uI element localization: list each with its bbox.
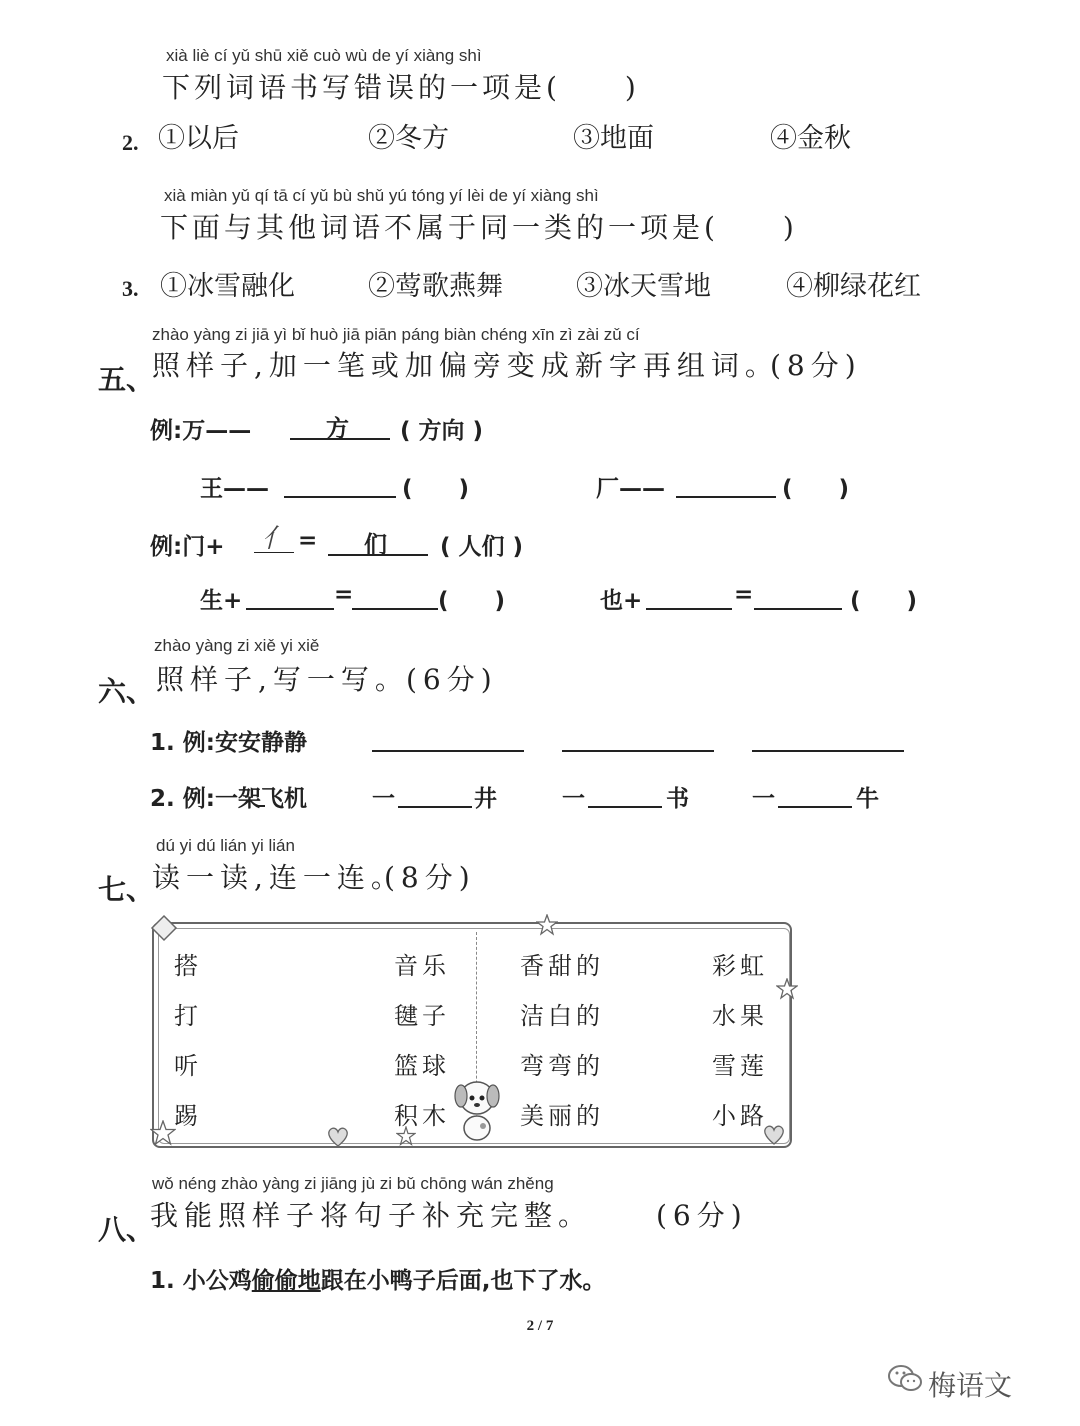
sec8-item1 — [150, 1262, 606, 1295]
match-col3-item[interactable]: 香甜的 — [520, 952, 604, 980]
sec6-score: (6分) — [406, 663, 498, 696]
sec7-number: 七、 — [98, 875, 155, 906]
sec6-item2-noun-2: 书 — [666, 786, 689, 812]
sec6-pinyin: zhào yàng zi xiě yi xiě — [154, 636, 320, 655]
sec5-example2-answer: 们 — [364, 532, 387, 558]
sec5-row2-char-b: 也+ — [600, 588, 643, 614]
q2-option-4[interactable]: ④金秋 — [770, 123, 851, 154]
sec8-title: 我能照样子将句子补充完整。 — [150, 1199, 593, 1232]
star-icon — [150, 1120, 176, 1146]
q2-option-1[interactable]: ①以后 — [158, 123, 239, 154]
sec5-number: 五、 — [98, 365, 155, 396]
sec5-row2-eq-a: = — [334, 582, 354, 608]
q2-option-2[interactable]: ②冬方 — [368, 123, 449, 154]
sec7-title: 读一读,连一连。 — [152, 861, 405, 894]
sec5-example2-part: 亻 — [262, 524, 289, 554]
sec6-item1-blank-2[interactable] — [562, 750, 714, 752]
q2-option-3[interactable]: ③地面 — [573, 123, 654, 154]
match-col2-item[interactable]: 毽子 — [394, 1002, 450, 1030]
match-col1-item[interactable]: 搭 — [174, 952, 202, 980]
sec6-item1-blank-1[interactable] — [372, 750, 524, 752]
match-col1-item[interactable]: 打 — [174, 1002, 202, 1030]
q2-number: 2. — [122, 130, 139, 155]
q3-number: 3. — [122, 276, 139, 301]
sec7-score: (8分) — [384, 861, 476, 894]
match-col4-item[interactable]: 小路 — [712, 1102, 768, 1130]
heart-icon — [326, 1126, 350, 1148]
q3-option-4[interactable]: ④柳绿花红 — [786, 271, 921, 302]
sec5-example1-answer: 方 — [326, 416, 349, 442]
sec8-item1-prefix: 1. 小公鸡 — [150, 1268, 252, 1294]
sec6-item2-example-underline — [259, 805, 265, 807]
sec6-item2-yi-3: 一 — [752, 786, 775, 812]
wechat-icon — [886, 1362, 924, 1396]
sec7-pinyin: dú yi dú lián yi lián — [156, 836, 295, 855]
sec5-row2-blank-b1[interactable] — [646, 608, 732, 610]
sec5-row2-blank-b2[interactable] — [754, 608, 842, 610]
sec6-item2-yi-2: 一 — [562, 786, 585, 812]
q2-pinyin: xià liè cí yǔ shū xiě cuò wù de yí xiàng shì — [166, 46, 482, 65]
match-col4-item[interactable]: 彩虹 — [712, 952, 768, 980]
match-col4-item[interactable]: 雪莲 — [712, 1052, 768, 1080]
sec6-item2-blank-1[interactable] — [398, 806, 472, 808]
watermark: 梅语文 — [928, 1369, 1013, 1402]
match-col2-item[interactable]: 篮球 — [394, 1052, 450, 1080]
sec5-row1-paren-b[interactable]: ( ) — [782, 476, 850, 502]
sec5-example2-eq: = — [298, 528, 318, 554]
sec6-item2-blank-2[interactable] — [588, 806, 662, 808]
q2-question-text: 下列词语书写错误的一项是( ) — [162, 71, 640, 104]
match-col3-item[interactable]: 洁白的 — [520, 1002, 604, 1030]
match-col2-item[interactable]: 音乐 — [394, 952, 450, 980]
sec5-example1-label: 例:万—— — [150, 418, 252, 444]
puppy-icon — [452, 1074, 502, 1144]
q3-question-text: 下面与其他词语不属于同一类的一项是( ) — [160, 211, 798, 244]
sec5-row1-blank-a[interactable] — [284, 496, 396, 498]
sec5-row1-paren-a[interactable]: ( ) — [402, 476, 470, 502]
sec8-item1-underlined: 偷偷地 — [251, 1268, 321, 1294]
sec6-item2-blank-3[interactable] — [778, 806, 852, 808]
sec8-score: (6分) — [656, 1199, 748, 1232]
star-icon — [536, 914, 558, 936]
sec6-title: 照样子,写一写。 — [156, 663, 409, 696]
match-col3-item[interactable]: 美丽的 — [520, 1102, 604, 1130]
sec8-item1-suffix: 跟在小鸭子后面,也下了水。 — [320, 1268, 606, 1294]
sec8-number: 八、 — [98, 1215, 155, 1246]
sec6-item2-noun-3: 牛 — [856, 786, 879, 812]
match-col2-item[interactable]: 积木 — [394, 1102, 450, 1130]
sec5-row1-blank-b[interactable] — [676, 496, 776, 498]
sec6-item1-blank-3[interactable] — [752, 750, 904, 752]
sec5-score: (8分) — [770, 349, 862, 382]
match-col1-item[interactable]: 踢 — [174, 1102, 202, 1130]
diamond-icon — [150, 914, 178, 942]
sec6-number: 六、 — [98, 677, 155, 708]
star-icon — [776, 978, 798, 1000]
q3-option-1[interactable]: ①冰雪融化 — [160, 271, 295, 302]
sec5-example2-word: ( 人们 ) — [440, 534, 524, 560]
page-number: 2 / 7 — [526, 1318, 554, 1334]
sec5-example1-word: ( 方向 ) — [400, 418, 484, 444]
q3-pinyin: xià miàn yǔ qí tā cí yǔ bù shǔ yú tóng yí lèi de yí xiàng shì — [164, 186, 599, 205]
sec6-item2: 2. 例:一架飞机 — [150, 786, 307, 812]
sec5-row2-char-a: 生+ — [200, 588, 243, 614]
sec5-row2-paren-b[interactable]: ( ) — [850, 588, 918, 614]
match-col3-item[interactable]: 弯弯的 — [520, 1052, 604, 1080]
sec6-item2-yi-1: 一 — [372, 786, 395, 812]
q3-option-2[interactable]: ②莺歌燕舞 — [368, 271, 503, 302]
sec5-row2-blank-a2[interactable] — [352, 608, 438, 610]
sec5-row2-eq-b: = — [734, 582, 754, 608]
sec6-item1: 1. 例:安安静静 — [150, 730, 307, 756]
sec5-pinyin: zhào yàng zi jiā yì bǐ huò jiā piān páng biàn chéng xīn zì zài zǔ cí — [152, 325, 640, 344]
match-col4-item[interactable]: 水果 — [712, 1002, 768, 1030]
sec6-item2-noun-1: 井 — [474, 786, 497, 812]
sec5-title: 照样子,加一笔或加偏旁变成新字再组词。 — [152, 349, 779, 382]
sec5-row1-char-b: 厂—— — [596, 476, 665, 502]
q3-option-3[interactable]: ③冰天雪地 — [576, 271, 711, 302]
match-col1-item[interactable]: 听 — [174, 1052, 202, 1080]
sec5-row1-char-a: 王—— — [200, 476, 269, 502]
sec5-row2-paren-a[interactable]: ( ) — [438, 588, 506, 614]
sec5-row2-blank-a1[interactable] — [246, 608, 334, 610]
sec5-example2-label: 例:门+ — [150, 534, 225, 560]
sec8-pinyin: wǒ néng zhào yàng zi jiāng jù zi bǔ chōng wán zhěng — [152, 1174, 554, 1193]
